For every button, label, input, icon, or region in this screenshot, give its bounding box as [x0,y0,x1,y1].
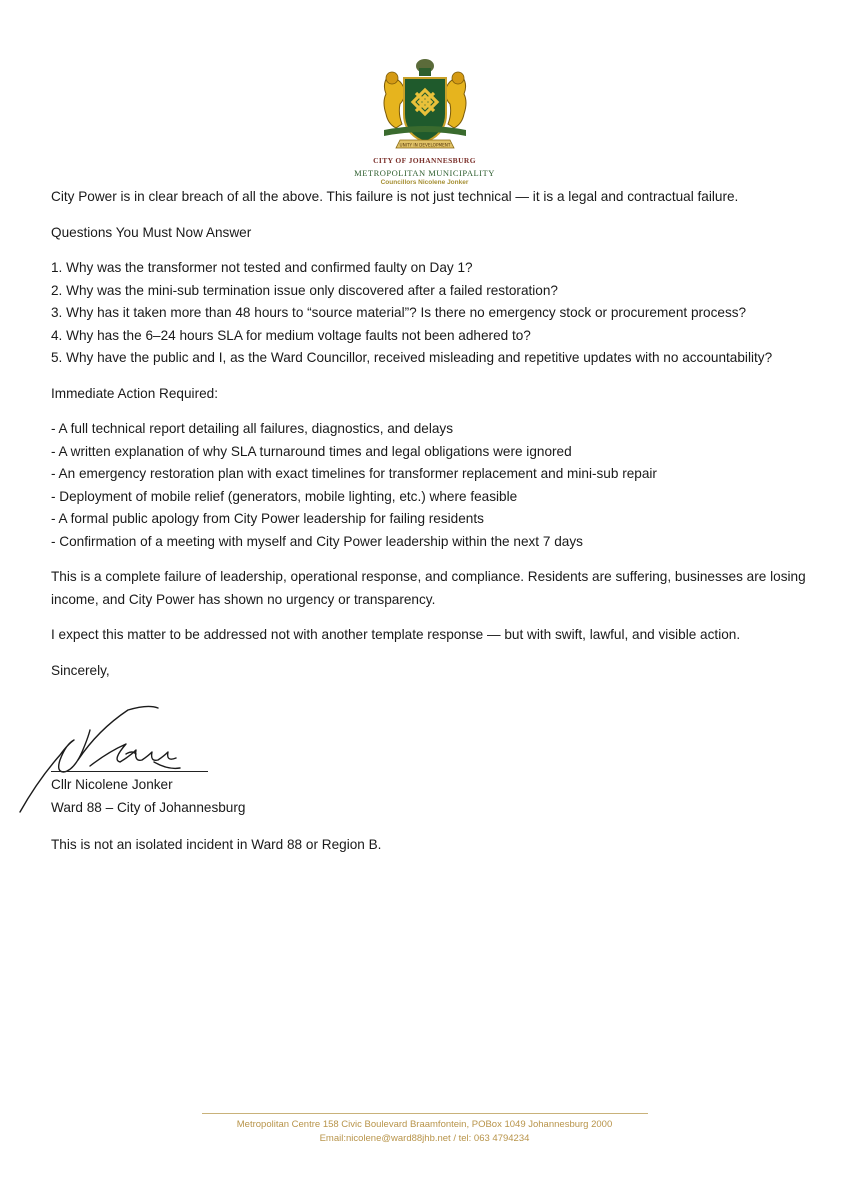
action-item: - A full technical report detailing all failures, diagnostics, and delays [51,421,453,436]
signature-line [51,771,208,772]
coat-of-arms-icon [370,56,480,154]
action-item: - Confirmation of a meeting with myself and City Power leadership within the next 7 days [51,533,583,549]
question-item: 5. Why have the public and I, as the Ward Councillor, received misleading and repetitive updates with no accountability? [51,350,773,365]
signatory-block [51,774,245,819]
signatory-title: Ward 88 – City of Johannesburg [51,799,246,815]
signatory-name: Cllr Nicolene Jonker [51,777,173,792]
question-item: 1. Why was the transformer not tested and confirmed faulty on Day 1? [51,260,473,275]
footer-contact: Email:nicolene@ward88jhb.net / tel: 063 4794234 [319,1133,530,1144]
action-item: - An emergency restoration plan with exact timelines for transformer replacement and mini-sub repair [51,466,657,481]
letterhead-city: CITY OF JOHANNESBURG [373,156,476,165]
action-item: - Deployment of mobile relief (generators, mobile lighting, etc.) where feasible [51,488,518,504]
crest-motto: UNITY IN DEVELOPMENT [399,142,450,148]
letterhead-councillor: Councillors Nicolene Jonker [380,179,469,186]
footer-divider [202,1113,648,1114]
footer [0,1113,849,1146]
closing-salutation: Sincerely, [51,662,110,678]
footer-address: Metropolitan Centre 158 Civic Boulevard Braamfontein, POBox 1049 Johannesburg 2000 [236,1119,613,1130]
question-item: 2. Why was the mini-sub termination issue only discovered after a failed restoration? [51,282,558,298]
closing-note: This is not an isolated incident in Ward 88 or Region B. [51,837,382,852]
question-item: 3. Why has it taken more than 48 hours to “source material”? Is there no emergency stock or procurement process? [51,305,747,320]
question-item: 4. Why has the 6–24 hours SLA for medium voltage faults not been adhered to? [51,327,531,343]
questions-heading: Questions You Must Now Answer [51,224,252,240]
expectation-paragraph: I expect this matter to be addressed not with another template response — but with swift, lawful, and visible action. [51,627,741,642]
letterhead [0,56,849,186]
action-item: - A written explanation of why SLA turnaround times and legal obligations were ignored [51,443,572,459]
actions-heading: Immediate Action Required: [51,385,218,401]
letter-body [51,186,811,682]
letterhead-municipality: METROPOLITAN MUNICIPALITY [354,168,495,178]
intro-paragraph: City Power is in clear breach of all the above. This failure is not just technical — it is a legal and contractual failure. [51,189,739,204]
action-item: - A formal public apology from City Power leadership for failing residents [51,511,484,526]
conclusion-paragraph: This is a complete failure of leadership, operational response, and compliance. Residents are suffering, businesses are losing income, and City Power has shown no urgency or transparency. [51,569,806,607]
